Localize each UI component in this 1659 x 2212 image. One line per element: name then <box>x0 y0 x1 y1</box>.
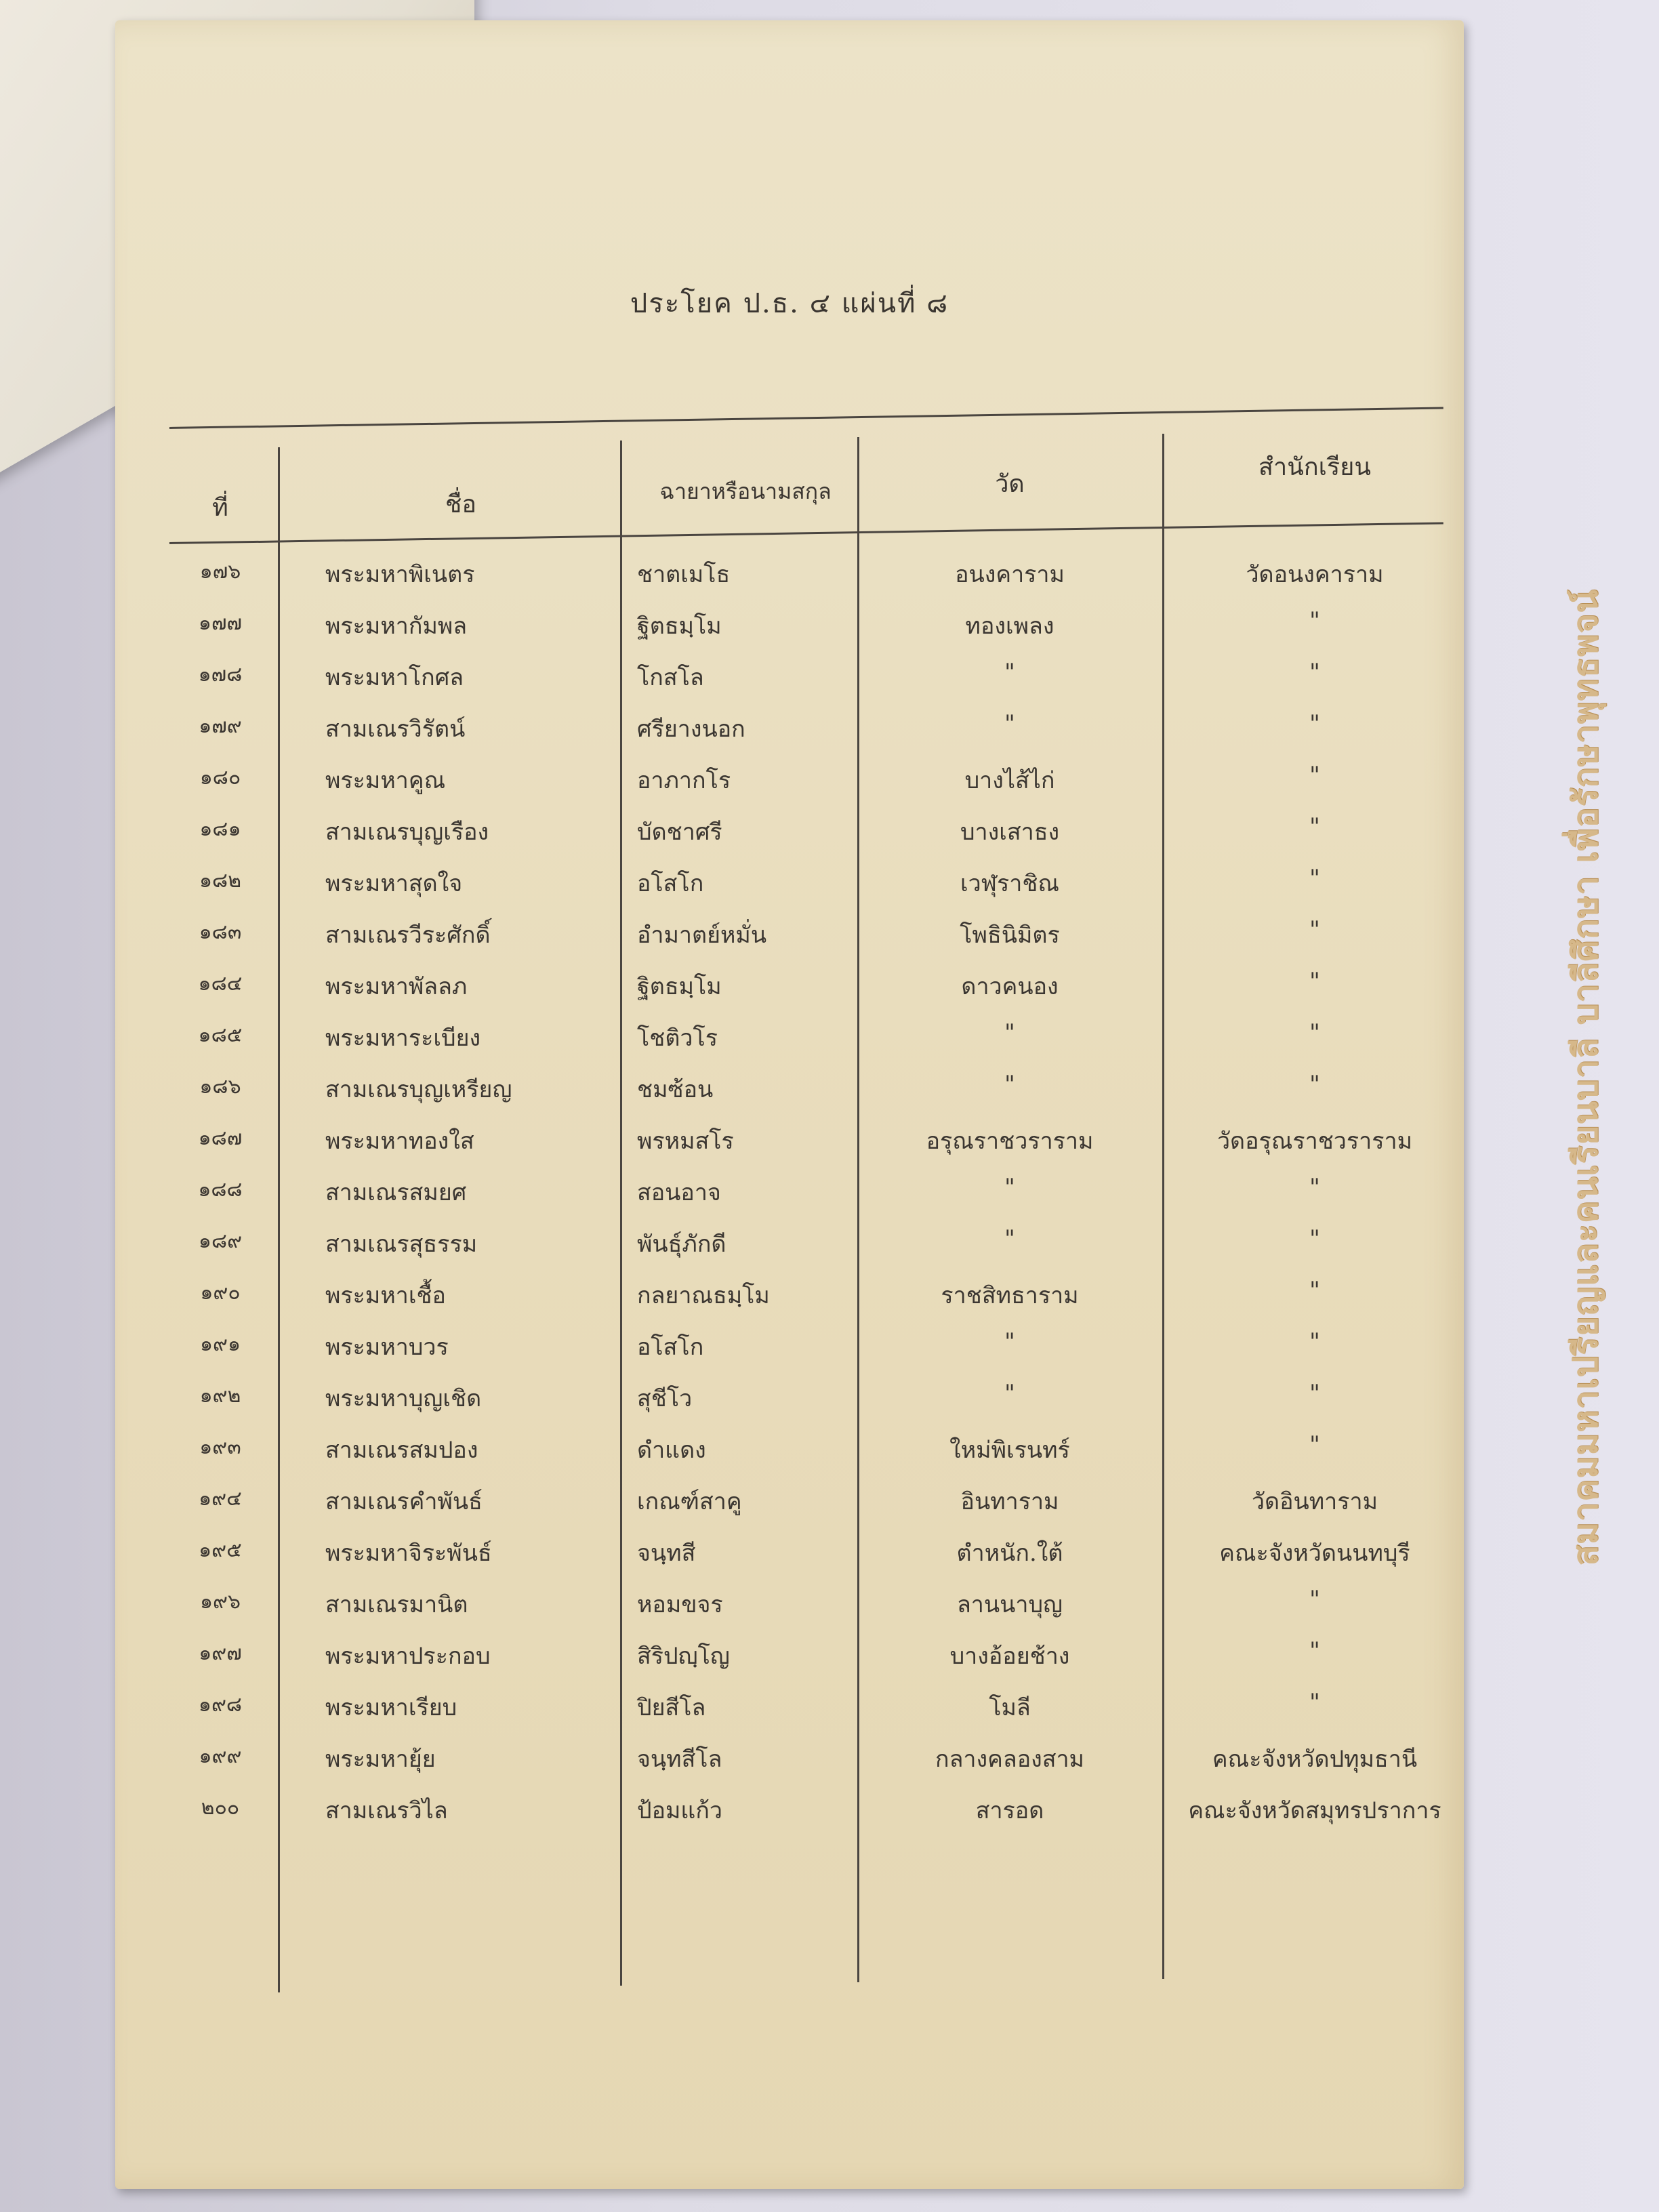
row-name: สามเณรวิไล <box>325 1797 448 1824</box>
row-school: " <box>1309 1225 1320 1252</box>
table-header-rule <box>169 522 1443 544</box>
header-wat: วัด <box>995 470 1025 498</box>
row-name: สามเณรบุญเรือง <box>325 819 489 846</box>
table-row <box>169 1373 1443 1425</box>
row-school: " <box>1309 710 1320 737</box>
row-alias: จนฺทสีโล <box>637 1746 722 1773</box>
watermark-text: สมาคมมหาเปรียญและคนเรียนบาลี บาลีศึกษา เพื่อรักษาพุทธพจน์ <box>1565 589 1605 1566</box>
row-name: สามเณรวิรัตน์ <box>325 716 466 743</box>
row-alias: ฐิตธมฺโม <box>637 613 722 640</box>
header-alias: ฉายาหรือนามสกุล <box>659 478 832 504</box>
table-row <box>169 1682 1443 1734</box>
row-wat: อินทาราม <box>960 1488 1059 1515</box>
row-name: สามเณรมานิต <box>325 1591 468 1618</box>
document-page <box>115 20 1464 2189</box>
row-number: ๑๘๑ <box>199 817 241 841</box>
row-school: คณะจังหวัดนนทบุรี <box>1219 1540 1410 1567</box>
header-name: ชื่อ <box>445 491 477 518</box>
row-wat: โพธินิมิตร <box>960 922 1060 949</box>
row-number: ๑๙๒ <box>199 1384 241 1408</box>
row-name: สามเณรบุญเหรียญ <box>325 1076 512 1103</box>
watermark <box>1559 461 1613 1694</box>
table-row <box>169 703 1443 755</box>
row-alias: โชติวโร <box>637 1025 718 1052</box>
row-school: " <box>1309 1431 1320 1458</box>
table-row <box>169 652 1443 703</box>
table-row <box>169 549 1443 600</box>
table-row <box>169 1064 1443 1115</box>
row-alias: กลยาณธมฺโม <box>637 1282 770 1309</box>
table-row <box>169 858 1443 909</box>
row-number: ๑๙๖ <box>199 1590 241 1614</box>
header-no: ที่ <box>212 494 228 522</box>
row-number: ๑๘๙ <box>198 1229 243 1253</box>
row-alias: พันธุ์ภักดี <box>637 1231 726 1258</box>
table-row <box>169 806 1443 858</box>
table-row <box>169 1012 1443 1064</box>
row-number: ๑๘๗ <box>198 1126 243 1150</box>
row-school: คณะจังหวัดสมุทรปราการ <box>1188 1797 1441 1824</box>
row-school: " <box>1309 968 1320 995</box>
row-alias: อโสโก <box>637 870 704 897</box>
page-title: ประโยค ป.ธ. ๔ แผ่นที่ ๘ <box>630 288 949 319</box>
row-alias: บัดชาศรี <box>637 819 722 846</box>
row-name: พระมหาพิเนตร <box>325 561 475 588</box>
row-name: พระมหาเรียบ <box>325 1694 457 1721</box>
row-number: ๑๘๖ <box>199 1075 241 1099</box>
row-number: ๑๗๖ <box>199 560 241 583</box>
row-school: " <box>1309 813 1320 840</box>
table-row <box>169 1579 1443 1631</box>
row-name: พระมหาประกอบ <box>325 1643 491 1670</box>
row-school: " <box>1309 1174 1320 1201</box>
table-row <box>169 1218 1443 1270</box>
table-top-rule <box>169 407 1443 429</box>
row-wat: เวฬุราชิณ <box>960 870 1059 897</box>
table-row <box>169 1167 1443 1218</box>
row-wat: โมลี <box>989 1694 1031 1721</box>
row-school: " <box>1309 607 1320 634</box>
row-number: ๑๙๗ <box>199 1641 242 1665</box>
row-wat: บางไส้ไก่ <box>964 767 1055 794</box>
table-row <box>169 1528 1443 1579</box>
row-alias: ฐิตธมฺโม <box>637 973 722 1000</box>
row-wat: อรุณราชวราราม <box>926 1128 1094 1155</box>
row-name: พระมหาพัลลภ <box>325 973 468 1000</box>
row-number: ๑๘๘ <box>198 1178 243 1202</box>
row-wat: " <box>1004 1174 1015 1201</box>
row-name: พระมหาจิระพันธ์ <box>325 1540 492 1567</box>
table-body <box>169 549 1443 1837</box>
table-row <box>169 909 1443 961</box>
row-alias: ชมซ้อน <box>637 1076 714 1103</box>
row-alias: อำมาตย์หมั่น <box>637 922 767 949</box>
row-alias: เกณฑ์สาคู <box>637 1488 742 1515</box>
row-wat: ราชสิทธาราม <box>941 1282 1079 1309</box>
table-row <box>169 1115 1443 1167</box>
row-wat: อนงคาราม <box>955 561 1065 588</box>
row-wat: บางเสาธง <box>960 819 1060 846</box>
row-alias: อโสโก <box>637 1334 704 1361</box>
row-alias: หอมขจร <box>637 1591 723 1618</box>
table-row <box>169 1631 1443 1682</box>
row-name: พระมหายุ้ย <box>325 1746 436 1773</box>
row-wat: " <box>1004 1225 1015 1252</box>
row-wat: " <box>1004 1071 1015 1098</box>
row-wat: ลานนาบุญ <box>956 1591 1063 1618</box>
row-alias: สุชีโว <box>637 1385 693 1412</box>
row-school: คณะจังหวัดปทุมธานี <box>1212 1746 1418 1773</box>
row-alias: พรหมสโร <box>637 1128 734 1155</box>
row-alias: โกสโล <box>637 664 704 691</box>
row-school: " <box>1309 1071 1320 1098</box>
table-row <box>169 1476 1443 1528</box>
row-name: พระมหาระเบียง <box>325 1025 481 1052</box>
row-name: พระมหาทองใส <box>325 1128 474 1155</box>
row-wat: ตำหนัก.ใต้ <box>956 1540 1063 1567</box>
table-row <box>169 1785 1443 1837</box>
row-number: ๑๙๓ <box>199 1435 241 1459</box>
row-alias: ปิยสีโล <box>637 1694 706 1721</box>
row-wat: " <box>1004 1019 1015 1046</box>
row-wat: สารอด <box>975 1797 1044 1824</box>
row-alias: ป้อมแก้ว <box>637 1797 723 1824</box>
row-number: ๑๙๕ <box>199 1538 242 1562</box>
row-school: " <box>1309 1019 1320 1046</box>
row-alias: ชาตเมโธ <box>637 561 731 588</box>
row-number: ๑๙๑ <box>199 1332 241 1356</box>
row-number: ๒๐๐ <box>201 1796 240 1820</box>
row-school: " <box>1309 762 1320 789</box>
row-name: สามเณรสมยศ <box>325 1179 467 1206</box>
row-number: ๑๘๕ <box>198 1023 243 1047</box>
row-school: " <box>1309 916 1320 943</box>
row-school: วัดอรุณราชวราราม <box>1216 1128 1413 1155</box>
row-alias: ดำแดง <box>637 1437 706 1464</box>
row-name: สามเณรสุธรรม <box>325 1231 478 1258</box>
row-school: " <box>1309 865 1320 892</box>
row-wat: กลางคลองสาม <box>935 1746 1084 1773</box>
row-alias: สิริปญฺโญ <box>637 1643 730 1670</box>
row-name: พระมหาโกศล <box>325 664 464 691</box>
row-number: ๑๗๙ <box>199 714 242 738</box>
row-name: สามเณรสมปอง <box>325 1437 478 1464</box>
row-number: ๑๙๙ <box>199 1744 242 1768</box>
row-school: " <box>1309 1689 1320 1716</box>
row-school: วัดอินทาราม <box>1251 1488 1378 1515</box>
row-alias: อาภากโร <box>637 767 731 794</box>
row-number: ๑๗๗ <box>198 611 243 635</box>
row-number: ๑๙๔ <box>199 1487 242 1511</box>
row-school: " <box>1309 1277 1320 1304</box>
row-school: วัดอนงคาราม <box>1246 561 1384 588</box>
row-number: ๑๘๒ <box>199 869 241 893</box>
row-name: พระมหาบวร <box>325 1334 449 1361</box>
header-school: สำนักเรียน <box>1258 453 1371 481</box>
row-school: " <box>1309 1637 1320 1664</box>
row-number: ๑๘๓ <box>199 920 242 944</box>
row-wat: บางอ้อยช้าง <box>949 1643 1070 1670</box>
row-school: " <box>1309 1586 1320 1613</box>
row-number: ๑๘๐ <box>199 766 241 790</box>
row-wat: " <box>1004 1328 1015 1355</box>
row-name: สามเณรคำพันธ์ <box>325 1488 483 1515</box>
row-wat: ใหม่พิเรนทร์ <box>949 1437 1070 1464</box>
table-row <box>169 1734 1443 1785</box>
row-number: ๑๙๐ <box>200 1281 241 1305</box>
table-row <box>169 755 1443 806</box>
row-name: สามเณรวีระศักดิ์ <box>325 922 491 949</box>
table-row <box>169 1322 1443 1373</box>
results-table <box>169 413 1443 1972</box>
row-alias: ศรียางนอก <box>637 716 745 743</box>
row-wat: " <box>1004 1380 1015 1407</box>
row-wat: " <box>1004 659 1015 686</box>
row-name: พระมหากัมพล <box>325 613 468 640</box>
row-wat: ดาวคนอง <box>961 973 1059 1000</box>
table-row <box>169 1425 1443 1476</box>
row-alias: สอนอาจ <box>637 1179 721 1206</box>
row-alias: จนฺทสี <box>637 1540 696 1567</box>
row-name: พระมหาเชื้อ <box>325 1282 446 1309</box>
row-name: พระมหาบุญเชิด <box>325 1385 482 1412</box>
row-wat: " <box>1004 710 1015 737</box>
row-number: ๑๗๘ <box>198 663 243 687</box>
row-school: " <box>1309 1328 1320 1355</box>
table-row <box>169 600 1443 652</box>
table-row <box>169 961 1443 1012</box>
row-school: " <box>1309 1380 1320 1407</box>
row-name: พระมหาสุดใจ <box>325 870 463 897</box>
row-name: พระมหาคูณ <box>325 767 446 794</box>
row-wat: ทองเพลง <box>965 613 1054 640</box>
row-school: " <box>1309 659 1320 686</box>
row-number: ๑๘๔ <box>198 972 243 996</box>
row-number: ๑๙๘ <box>198 1693 243 1717</box>
table-row <box>169 1270 1443 1322</box>
